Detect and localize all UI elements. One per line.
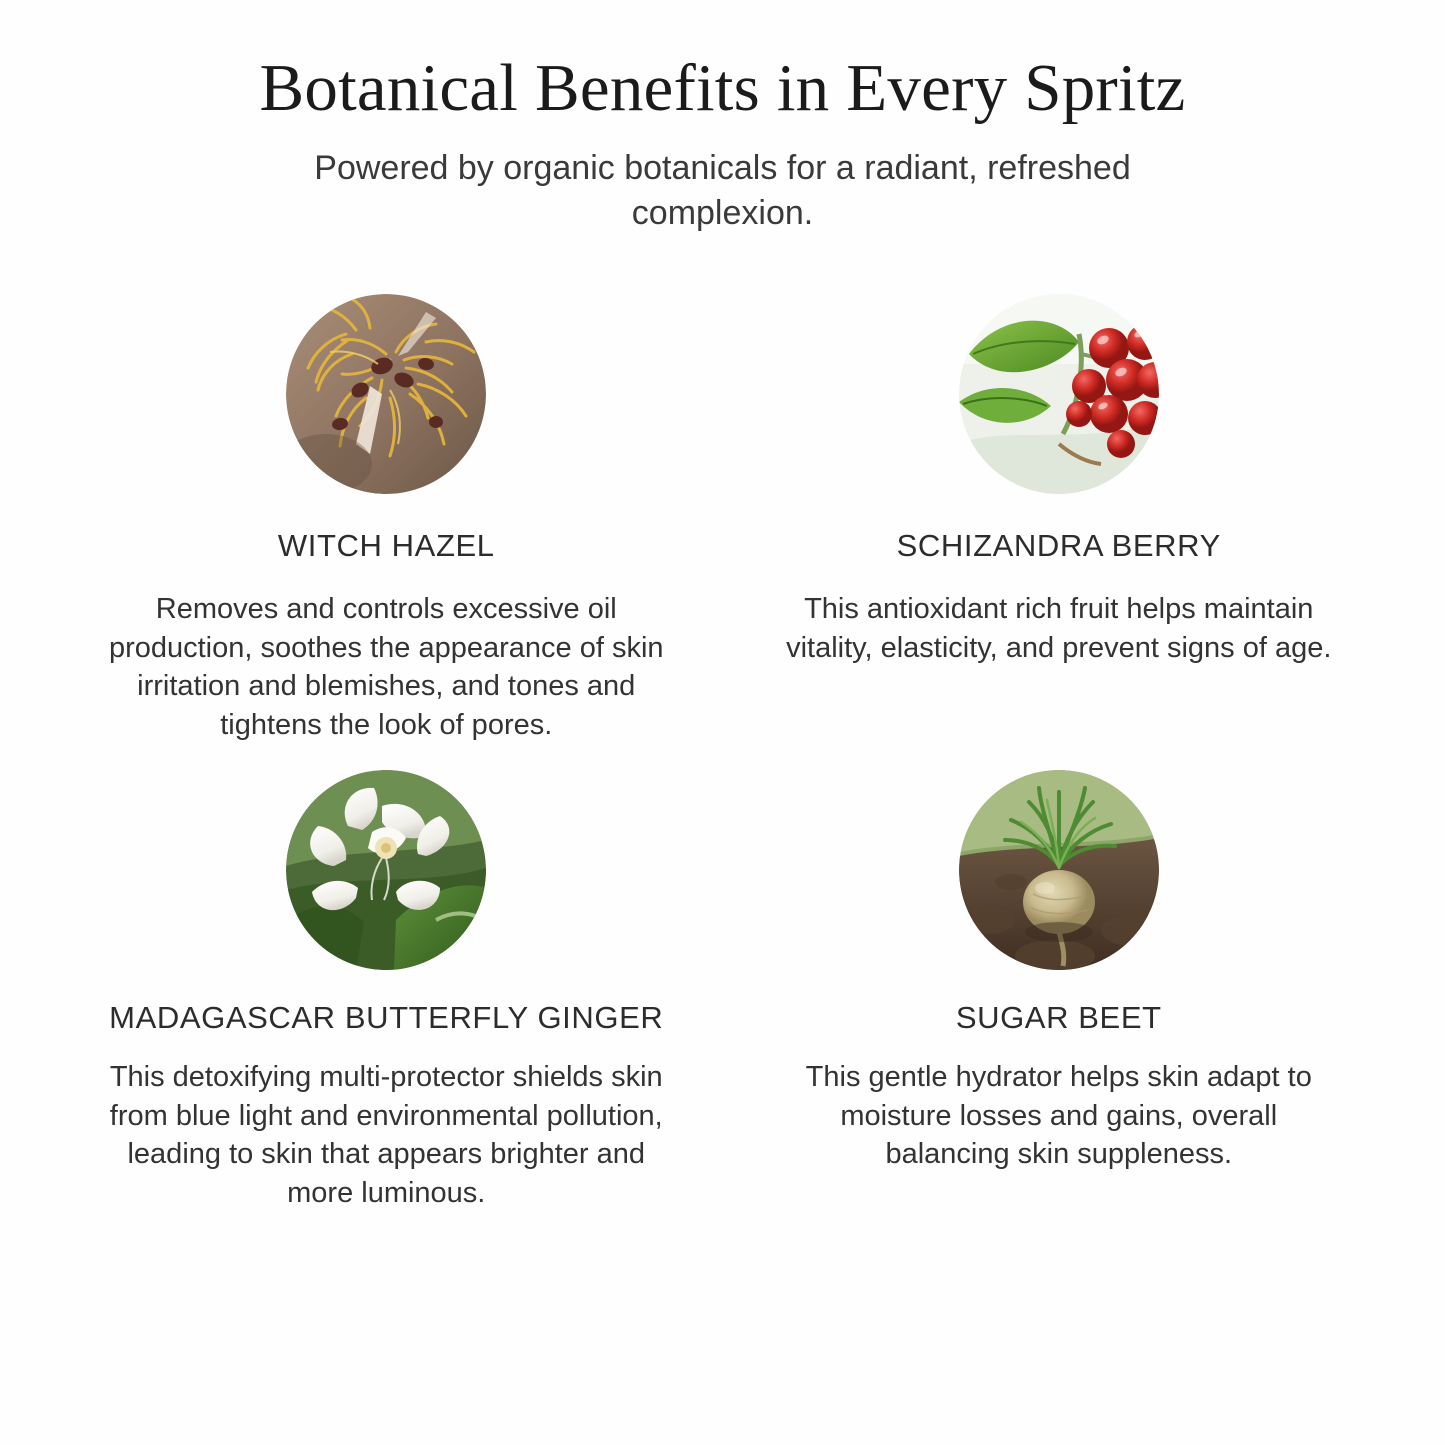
butterfly-ginger-image (286, 770, 486, 970)
page-subtitle: Powered by organic botanicals for a radiant, refreshed complexion. (314, 149, 1131, 233)
ingredient-name: WITCH HAZEL (277, 528, 495, 564)
ingredient-card-witch-hazel (86, 294, 686, 744)
witch-hazel-image (286, 294, 486, 494)
ingredient-card-madagascar-butterfly-ginger (86, 770, 686, 1212)
ingredient-name: SCHIZANDRA BERRY (896, 528, 1221, 564)
ingredient-name: MADAGASCAR BUTTERFLY GINGER (109, 1000, 664, 1036)
ingredient-grid (70, 294, 1375, 1213)
ingredient-card-sugar-beet (759, 770, 1359, 1212)
ingredient-card-schizandra-berry (759, 294, 1359, 744)
ingredient-description: This detoxifying multi-protector shields skin from blue light and environmental pollution, leading to skin that appears brighter and more luminous. (109, 1061, 663, 1210)
ingredient-description: Removes and controls excessive oil production, soothes the appearance of skin irritation and blemishes, and tones and tightens the look of pores. (108, 593, 664, 741)
ingredient-description: This antioxidant rich fruit helps maintain vitality, elasticity, and prevent signs of age. (786, 593, 1332, 664)
page-title: Botanical Benefits in Every Spritz (259, 51, 1186, 125)
ingredient-name: SUGAR BEET (955, 1000, 1162, 1036)
sugar-beet-image (959, 770, 1159, 970)
ingredient-description: This gentle hydrator helps skin adapt to moisture losses and gains, overall balancing skin suppleness. (805, 1061, 1312, 1171)
schizandra-berry-image (959, 294, 1159, 494)
